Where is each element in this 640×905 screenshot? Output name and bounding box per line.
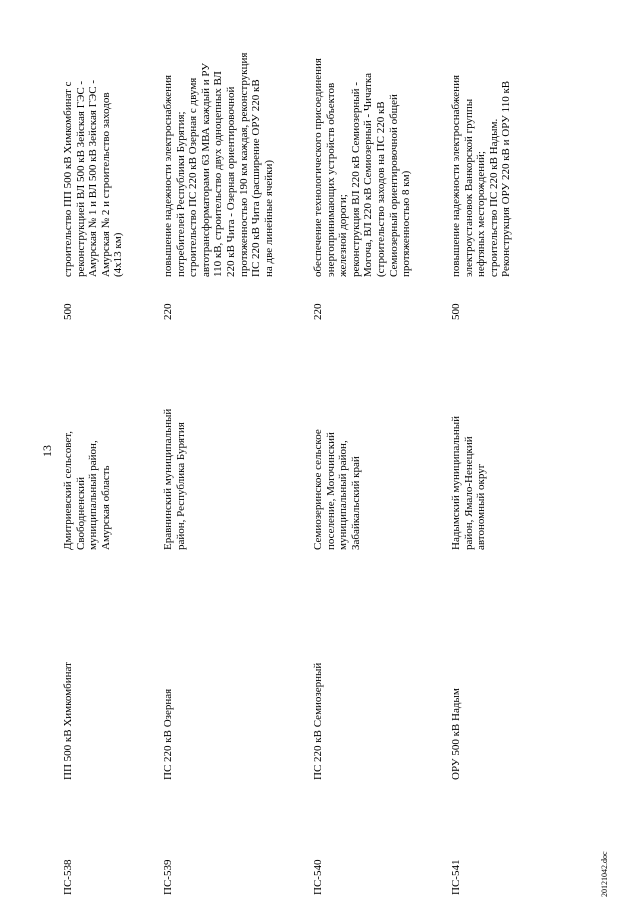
object-voltage: 220 (312, 303, 324, 320)
object-description: повышение надежности электроснабжения электроустановок Ванкорской группы нефтяных месторождений; строительство ПС 220 кВ Надым. Реконструкция ОРУ 220 кВ и ОРУ 110 кВ (450, 74, 513, 277)
object-description: повышение надежности электроснабжения потребителей Республики Бурятия; строительство ПС 220 кВ Озерная с двумя автотрансформаторами 63 МВА каждый и РУ 110 кВ, строительство двух одноцепных ВЛ 220 кВ Чита - Озерная ориентировочной протяженностью 190 км каждая, реконструкция ПС 220 кВ Чита (расширение ОРУ 220 кВ на две линейные ячейки) (162, 52, 275, 277)
object-location: Еравнинский муниципальный район, Республика Бурятия (162, 408, 187, 550)
object-name: ОРУ 500 кВ Надым (450, 688, 462, 780)
object-description: обеспечение технологического присоединения энергопринимающих устройств объектов железной дороги; реконструкция ВЛ 220 кВ Семиозерный - Могоча, ВЛ 220 кВ Семиозерный - Чичатка (строительство заходов на ПС 220 кВ Семиозерный ориентировочной общей протяженностью 8 км) (312, 58, 413, 277)
object-code: ПС-541 (450, 859, 462, 895)
object-voltage: 500 (450, 303, 462, 320)
object-location: Надымский муниципальный район, Ямало-Ненецкий автономный округ (450, 415, 488, 550)
object-name: ПС 220 кВ Семиозерный (312, 662, 324, 780)
object-location: Семиозеринское сельское поселение, Могочинский муниципальный район, Забайкальский край (312, 429, 362, 550)
document-filename: 20121042.doc (600, 851, 609, 897)
object-name: ПС 220 кВ Озерная (162, 688, 174, 780)
object-code: ПС-538 (62, 859, 74, 895)
object-voltage: 220 (162, 303, 174, 320)
object-location: Дмитриевский сельсовет, Свободненский муниципальный район, Амурская область (62, 431, 112, 550)
object-description: строительство ПП 500 кВ Химкомбинат с реконструкцией ВЛ 500 кВ Зейская ГЭС - Амурская № 1 и ВЛ 500 кВ Зейская ГЭС - Амурская № 2 и строительство заходов (4х13 км) (62, 79, 125, 277)
object-code: ПС-540 (312, 859, 324, 895)
object-code: ПС-539 (162, 859, 174, 895)
object-voltage: 500 (62, 303, 74, 320)
page-number: 13 (40, 445, 54, 457)
object-name: ПП 500 кВ Химкомбинат (62, 662, 74, 780)
